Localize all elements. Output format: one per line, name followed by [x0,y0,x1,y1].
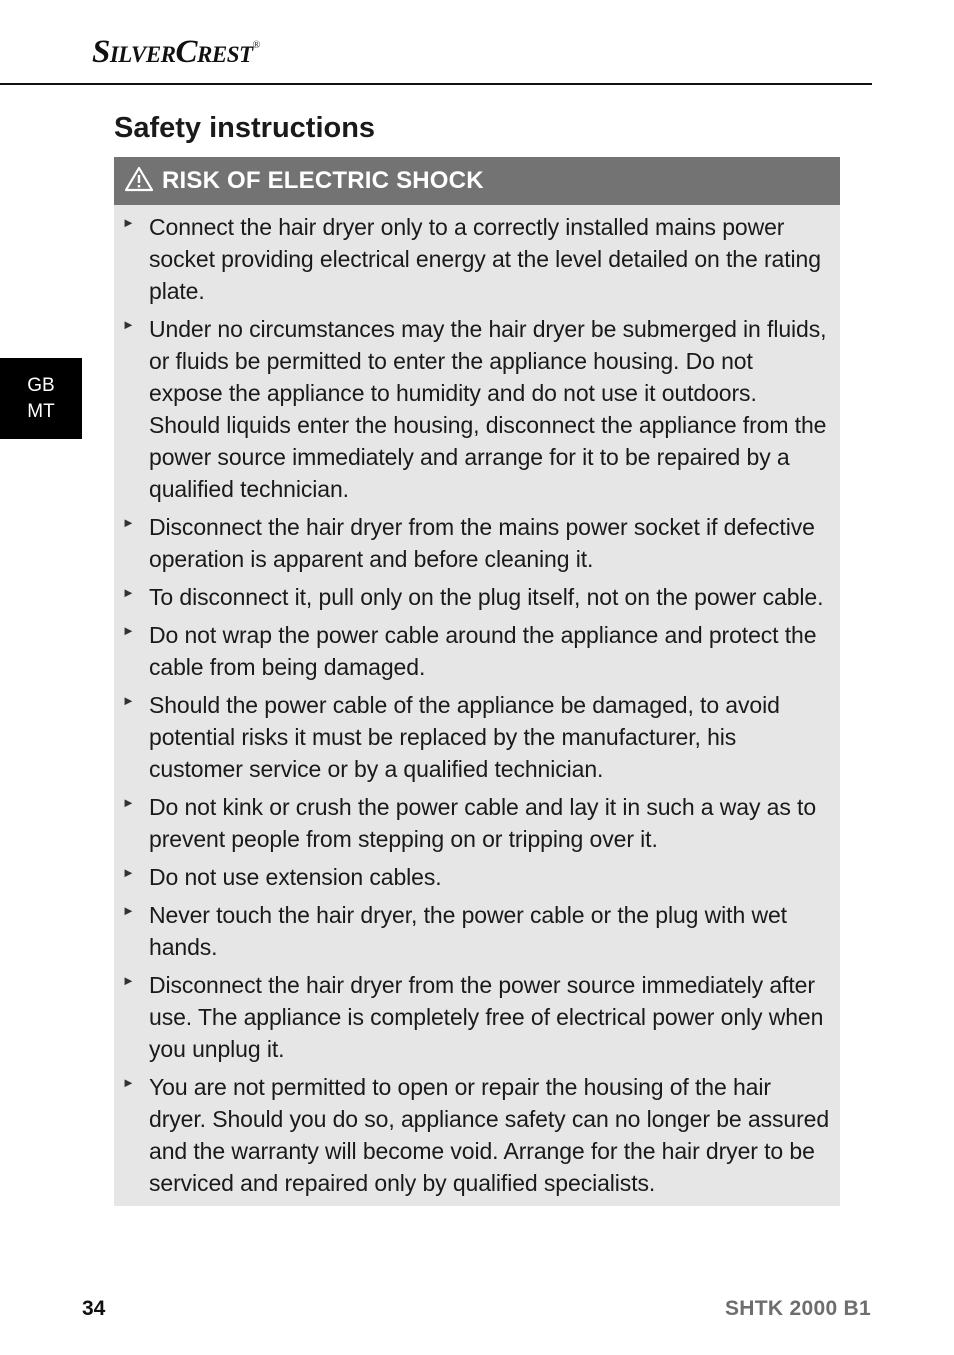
list-item-text: Under no circumstances may the hair dryer be submerged in fluids, or fluids be permitted to enter the appliance housing. Do not expose the appliance to humidity and do not use it outdoors. Should liquids enter the housing, disconnect the appliance from the power source immediately and arrange for it to be repaired by a qualified technician. [149,316,827,502]
bullet-arrow-icon: ► [122,693,135,708]
header-divider [0,83,872,85]
brand-logo: SilverCrest® [92,34,260,70]
list-item [122,689,830,785]
list-item [122,511,830,575]
bullet-arrow-icon: ► [122,623,135,638]
page-title: Safety instructions [114,112,376,144]
warning-header [114,157,840,205]
language-tab [0,358,82,439]
list-item [122,791,830,855]
model-number: SHTK 2000 B1 [725,1297,871,1320]
safety-list [114,205,840,1199]
list-item [122,581,830,613]
list-item [122,899,830,963]
list-item-text: Disconnect the hair dryer from the power source immediately after use. The appliance is completely free of electrical power only when you unplug it. [149,972,824,1062]
list-item [122,313,830,505]
page-number: 34 [82,1297,106,1320]
list-item [122,619,830,683]
list-item [122,1071,830,1199]
warning-title: RISK OF ELECTRIC SHOCK [162,167,484,194]
bullet-arrow-icon: ► [122,865,135,880]
list-item-text: Do not kink or crush the power cable and lay it in such a way as to prevent people from stepping on or tripping over it. [149,794,817,852]
lang-code-gb: GB [27,374,55,396]
bullet-arrow-icon: ► [122,1075,135,1090]
bullet-arrow-icon: ► [122,973,135,988]
list-item-text: To disconnect it, pull only on the plug itself, not on the power cable. [149,584,824,610]
bullet-arrow-icon: ► [122,317,135,332]
bullet-arrow-icon: ► [122,515,135,530]
list-item-text: Disconnect the hair dryer from the mains power socket if defective operation is apparent and before cleaning it. [149,514,815,572]
list-item [122,211,830,307]
list-item-text: Do not use extension cables. [149,864,442,890]
bullet-arrow-icon: ► [122,585,135,600]
list-item-text: Connect the hair dryer only to a correctly installed mains power socket providing electrical energy at the level detailed on the rating plate. [149,214,821,304]
list-item-text: Do not wrap the power cable around the appliance and protect the cable from being damaged. [149,622,817,680]
list-item [122,861,830,893]
bullet-arrow-icon: ► [122,903,135,918]
warning-triangle-icon [124,166,154,192]
list-item-text: Never touch the hair dryer, the power cable or the plug with wet hands. [149,902,787,960]
list-item-text: You are not permitted to open or repair the housing of the hair dryer. Should you do so, appliance safety can no longer be assured and the warranty will become void. Arrange for the hair dryer to be serviced and repaired only by qualified specialists. [149,1074,830,1196]
warning-box [114,157,840,1206]
bullet-arrow-icon: ► [122,795,135,810]
list-item-text: Should the power cable of the appliance be damaged, to avoid potential risks it must be replaced by the manufacturer, his customer service or by a qualified technician. [149,692,780,782]
bullet-arrow-icon: ► [122,215,135,230]
list-item [122,969,830,1065]
lang-code-mt: MT [27,400,55,422]
